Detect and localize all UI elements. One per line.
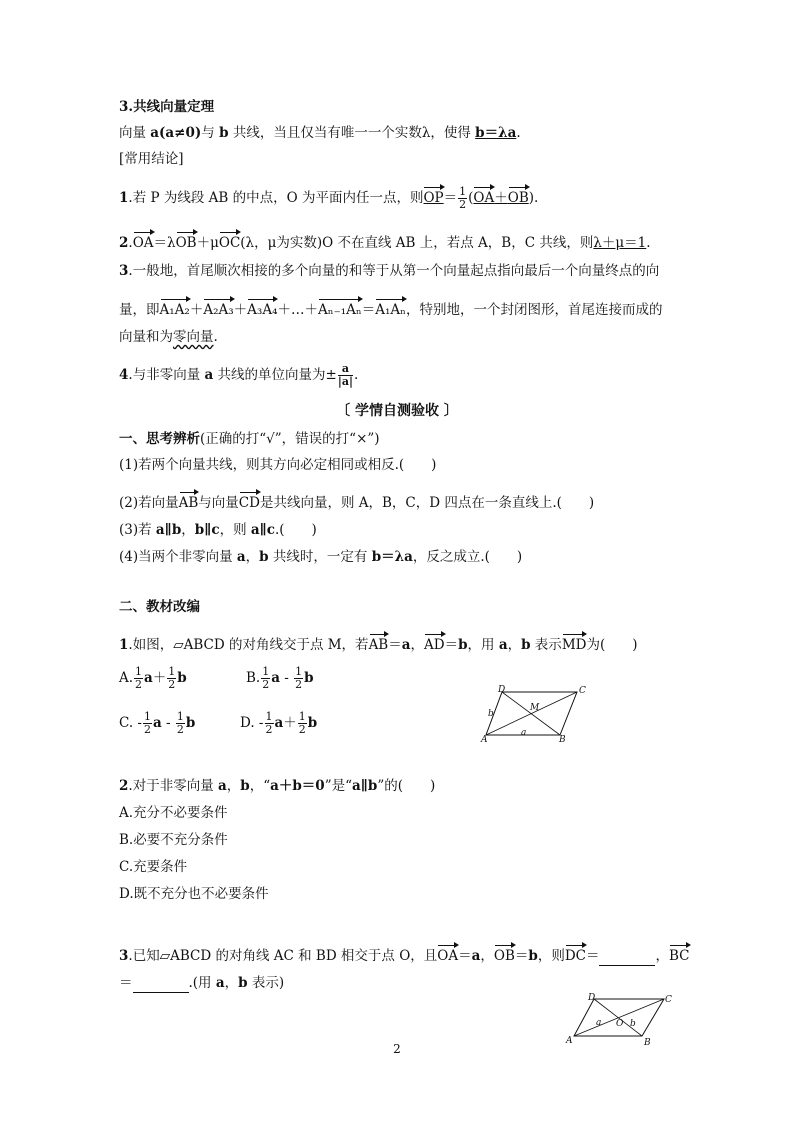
label-b: b bbox=[488, 709, 494, 719]
problem-2: 2.对于非零向量 a，b，“a＋b＝0”是“a∥b”的( ) bbox=[119, 778, 436, 794]
judge-question-2: (2)若向量AB与向量CD是共线向量，则 A，B，C，D 四点在一条直线上.( ) bbox=[119, 495, 595, 511]
label-A: A bbox=[481, 735, 488, 744]
problem-2-option-c: C.充要条件 bbox=[119, 859, 188, 875]
conclusion-1: 1.若 P 为线段 AB 的中点，O 为平面内任一点，则OP＝ $\frac{1}{2}$ (OA＋OB). bbox=[119, 185, 539, 211]
conclusion-4: 4.与非零向量 a 共线的单位向量为± $\frac{a}{|a|}$ . bbox=[119, 362, 359, 388]
conclusion-3-line-3: 向量和为零向量. bbox=[119, 329, 218, 345]
section-3-title: 3.共线向量定理 bbox=[119, 99, 215, 115]
judge-question-3: (3)若 a∥b，b∥c，则 a∥c.( ) bbox=[119, 522, 317, 538]
conclusion-3-line-2: 量，即A₁A₂＋A₂A₃＋A₃A₄＋…＋Aₙ₋₁Aₙ＝A₁Aₙ，特别地，一个封闭图形，首尾连接而成的 bbox=[119, 302, 663, 318]
label-M: M bbox=[530, 703, 540, 713]
answer-blank-bc[interactable] bbox=[133, 974, 189, 993]
judge-question-4: (4)当两个非零向量 a，b 共线时，一定有 b＝λa，反之成立.( ) bbox=[119, 549, 523, 565]
option-a: A. $\frac{1}{2}$ a＋ $\frac{1}{2}$ b bbox=[119, 665, 187, 691]
part-1-title: 一、思考辨析(正确的打“√”，错误的打“×”) bbox=[119, 431, 380, 447]
option-d: D. - $\frac{1}{2}$ a＋ $\frac{1}{2}$ b bbox=[240, 710, 318, 736]
label-D: D bbox=[588, 993, 596, 1003]
problem-1: 1.如图，▱ABCD 的对角线交于点 M，若AB＝a，AD＝b，用 a，b 表示MD为( ) bbox=[119, 637, 638, 653]
problem-2-option-b: B.必要不充分条件 bbox=[119, 832, 228, 848]
label-a: a bbox=[596, 1018, 602, 1028]
label-a: a bbox=[521, 728, 527, 738]
problem-2-option-a: A.充分不必要条件 bbox=[119, 805, 228, 821]
answer-blank-dc[interactable] bbox=[599, 947, 655, 966]
common-conclusions-label: [常用结论] bbox=[119, 151, 184, 167]
parallelogram-figure-2 bbox=[564, 990, 676, 1048]
label-D: D bbox=[498, 685, 506, 695]
judge-question-1: (1)若两个向量共线，则其方向必定相同或相反.( ) bbox=[119, 457, 437, 473]
conclusion-2: 2.OA＝λOB＋μOC(λ，μ为实数)O 不在直线 AB 上，若点 A，B，C 共线，则λ＋μ＝1. bbox=[119, 235, 651, 251]
option-b: B. $\frac{1}{2}$ a - $\frac{1}{2}$ b bbox=[246, 665, 314, 691]
label-C: C bbox=[579, 686, 586, 696]
label-B: B bbox=[644, 1038, 651, 1048]
problem-3-line-2: ＝ .(用 a，b 表示) bbox=[119, 975, 285, 991]
label-C: C bbox=[665, 995, 672, 1005]
conclusion-3-line-1: 3.一般地，首尾顺次相接的多个向量的和等于从第一个向量起点指向最后一个向量终点的向 bbox=[119, 263, 660, 279]
page-number: 2 bbox=[393, 1042, 401, 1056]
part-2-title: 二、教材改编 bbox=[119, 599, 200, 615]
label-B: B bbox=[559, 735, 566, 744]
label-O: O bbox=[616, 1019, 624, 1029]
label-b: b bbox=[630, 1019, 636, 1029]
section-heading: 〔 学情自测验收 〕 bbox=[336, 403, 458, 419]
parallelogram-figure-1 bbox=[480, 684, 590, 744]
problem-2-option-d: D.既不充分也不必要条件 bbox=[119, 886, 269, 902]
option-c: C. - $\frac{1}{2}$ a - $\frac{1}{2}$ b bbox=[119, 710, 196, 736]
problem-3-line-1: 3.已知▱ABCD 的对角线 AC 和 BD 相交于点 O，且OA＝a，OB＝b，则DC＝ ，BC bbox=[119, 948, 690, 964]
label-A: A bbox=[566, 1036, 573, 1046]
collinear-theorem-statement: 向量 a(a≠0)与 b 共线，当且仅当有唯一一个实数λ，使得 b＝λa. bbox=[119, 125, 521, 141]
